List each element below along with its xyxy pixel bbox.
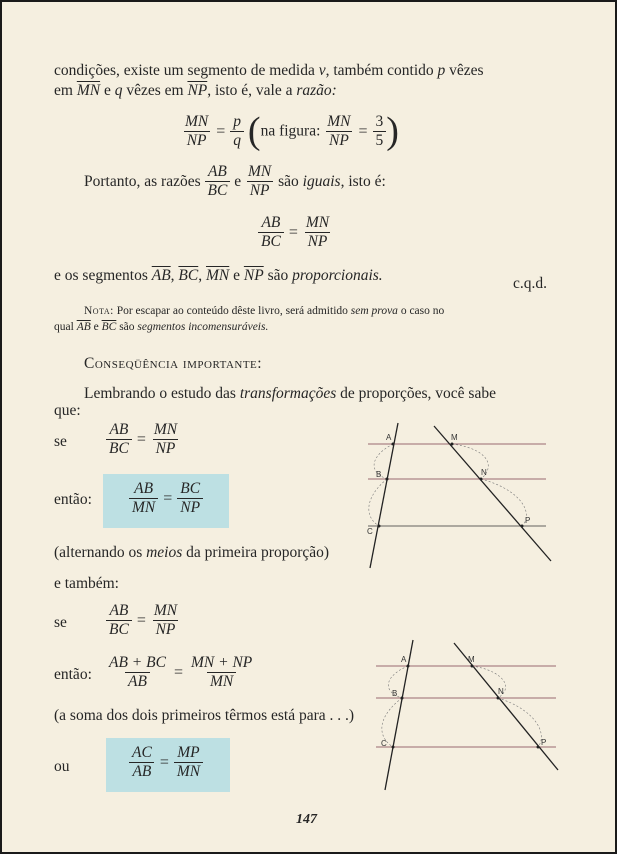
point-label-p: P [525, 516, 531, 525]
denominator: NP [177, 498, 203, 517]
point-label-n: N [481, 468, 487, 477]
numerator: AB [109, 602, 129, 619]
var-q: q [114, 82, 123, 99]
fraction-mn-np [303, 214, 332, 251]
equals-sign: = [216, 122, 226, 140]
proporcionais-term: proporcionais. [292, 267, 383, 284]
figure-2-parallel-lines [370, 636, 560, 796]
equation-ab-bc-mn-np [258, 214, 332, 251]
fraction-3-5 [373, 113, 387, 150]
fraction-ac-ab [129, 744, 155, 781]
numerator: AB + BC [109, 654, 166, 671]
numerator: AB [109, 421, 129, 438]
segment-np: $\overline{NP}$ [187, 82, 208, 99]
equals-sign: = [163, 490, 173, 507]
equals-sign: = [159, 754, 169, 771]
open-paren: ( [247, 110, 261, 152]
equation-ou [129, 744, 203, 781]
lembrando-line-1 [84, 384, 496, 403]
numerator: MP [177, 744, 200, 761]
fraction-ab-bc [106, 602, 132, 639]
text-span: são [278, 173, 303, 190]
nota-line-1 [84, 303, 444, 320]
text-span: são [263, 267, 293, 284]
transformacoes-term: transformações [239, 385, 337, 402]
entao-label: então: [54, 491, 92, 508]
fraction-sum-mn [188, 654, 255, 691]
numerator: MN [153, 602, 178, 619]
numerator: MN [185, 112, 209, 130]
fraction-ab-bc [205, 163, 231, 200]
denominator: AB [125, 672, 150, 691]
segment-np: $\overline{NP}$ [243, 267, 264, 284]
portanto-line [84, 163, 386, 200]
meios-term: meios [146, 544, 183, 561]
point-label-c: C [367, 527, 373, 536]
point-label-m: M [451, 433, 458, 442]
numerator: AB [134, 480, 154, 497]
fraction-sum-ab [106, 654, 169, 691]
nota-line-2 [54, 319, 268, 336]
arc-np [481, 479, 526, 526]
segment-bc: $\overline{BC}$ [178, 267, 199, 284]
equation-se-1 [106, 421, 180, 458]
cqd-mark: c.q.d. [513, 275, 548, 292]
text-span: e [90, 321, 102, 333]
numerator: MN [305, 214, 330, 231]
fraction-ab-bc [106, 421, 132, 458]
fraction-mn-np [245, 163, 274, 200]
text-span: o caso no [397, 305, 445, 317]
point-label-a: A [401, 655, 407, 664]
iguais-term: iguais [302, 173, 341, 190]
denominator: NP [153, 439, 179, 458]
denominator: BC [106, 439, 132, 458]
page-number: 147 [296, 812, 317, 827]
transversal-2 [434, 426, 551, 561]
denominator: NP [153, 620, 179, 639]
text-span: , [170, 267, 179, 284]
tambem-line: e também: [54, 575, 119, 592]
numerator: MN [327, 112, 351, 130]
numerator: AC [132, 744, 152, 761]
soma-line: (a soma dos dois primeiros têrmos está para . . .) [54, 707, 355, 724]
numerator: p [233, 112, 242, 130]
fraction-mn-np [151, 602, 180, 639]
equation-se-2 [106, 602, 180, 639]
numerator: MN [153, 421, 178, 438]
fraction-bc-np [177, 480, 203, 517]
ou-label: ou [54, 758, 70, 775]
point-label-m: M [468, 655, 475, 664]
text-span: são [116, 321, 138, 333]
denominator: NP [305, 232, 331, 251]
text-span: em [54, 82, 77, 99]
lembrando-line-2: que: [54, 402, 81, 419]
text-span: Por escapar ao conteúdo dêste livro, será admitido [113, 305, 351, 317]
point-label-c: C [381, 739, 387, 748]
equals-sign: = [136, 612, 146, 629]
denominator: NP [247, 181, 273, 200]
numerator: BC [180, 480, 201, 497]
incomensuraveis-term: segmentos incomensuráveis. [137, 321, 269, 333]
text-span: , isto é: [340, 173, 386, 190]
numerator: AB [261, 214, 281, 231]
segment-ab: $\overline{AB}$ [76, 321, 91, 333]
equals-sign: = [288, 224, 298, 241]
segment-bc: $\overline{BC}$ [101, 321, 117, 333]
paragraph-line-1 [54, 61, 484, 80]
text-span: da primeira proporção) [182, 544, 330, 561]
numerator: MN [247, 163, 272, 180]
fraction-mn-np-figure [324, 113, 353, 150]
denominator: MN [129, 498, 158, 517]
text-span: e [100, 82, 115, 99]
numerator: 3 [375, 112, 384, 130]
se-label: se [54, 433, 67, 450]
text-span: condições, existe um segmento de medida [54, 62, 319, 79]
fraction-p-q [230, 113, 244, 150]
nota-label: Nota: [84, 305, 114, 317]
fraction-mn-np [182, 113, 211, 150]
equation-entao-1 [129, 480, 203, 517]
entao-label: então: [54, 666, 92, 683]
point-label-n: N [498, 687, 504, 696]
denominator: BC [258, 232, 284, 251]
segment-mn: $\overline{MN}$ [205, 267, 230, 284]
text-span: Lembrando o estudo das [84, 385, 240, 402]
text-span: qual [54, 321, 77, 333]
text-span: vêzes em [122, 82, 188, 99]
sem-prova-term: sem prova [350, 305, 398, 317]
equals-sign: = [358, 122, 368, 140]
paragraph-line-2 [54, 81, 337, 100]
numerator: AB [207, 163, 227, 180]
var-v: v [318, 62, 326, 79]
denominator: BC [106, 620, 132, 639]
fraction-ab-bc [258, 214, 284, 251]
equals-sign: = [173, 664, 183, 681]
point-label-a: A [386, 433, 392, 442]
segments-line [54, 266, 383, 285]
text-span: Portanto, as razões [84, 173, 201, 190]
section-heading: Conseqüência importante: [84, 355, 263, 372]
segment-mn: $\overline{MN}$ [76, 82, 101, 99]
point-label-b: B [392, 689, 398, 698]
alternando-line [54, 543, 329, 562]
point-label-b: B [376, 470, 382, 479]
segment-ab: $\overline{AB}$ [151, 267, 171, 284]
text-span: e [234, 173, 242, 190]
text-span: vêzes [445, 62, 484, 79]
equation-ratio [182, 112, 399, 150]
equation-entao-2 [106, 654, 255, 691]
text-span: de proporções, você sabe [336, 385, 496, 402]
fraction-mn-np [151, 421, 180, 458]
denominator: NP [184, 131, 210, 150]
denominator: q [230, 131, 244, 150]
denominator: MN [174, 762, 203, 781]
denominator: NP [326, 131, 352, 150]
figure-1-parallel-lines [358, 420, 558, 572]
fraction-mp-mn [174, 744, 203, 781]
arc-bc [369, 479, 387, 526]
text-span: , também contido [325, 62, 438, 79]
se-label: se [54, 614, 67, 631]
close-paren: ) [386, 110, 399, 152]
denominator: AB [129, 762, 154, 781]
point-label-p: P [541, 738, 547, 747]
razao-term: razão: [296, 82, 337, 99]
denominator: 5 [373, 131, 387, 150]
numerator: MN + NP [190, 654, 253, 671]
denominator: BC [205, 181, 231, 200]
var-p: p [437, 62, 446, 79]
figure-label: na figura: [260, 122, 321, 140]
text-span: , [198, 267, 206, 284]
text-span: , isto é, vale a [207, 82, 297, 99]
text-span: e [229, 267, 244, 284]
equals-sign: = [136, 431, 146, 448]
text-span: (alternando os [54, 544, 147, 561]
transversal-1 [385, 640, 413, 790]
denominator: MN [207, 672, 236, 691]
fraction-ab-mn [129, 480, 158, 517]
text-span: e os segmentos [54, 267, 152, 284]
